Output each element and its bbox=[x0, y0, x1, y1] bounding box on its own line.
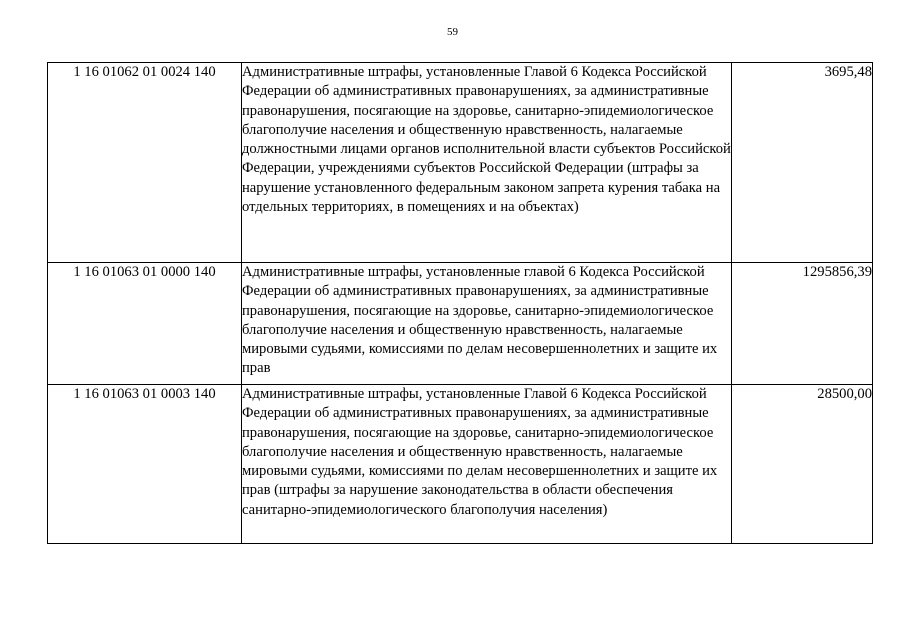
revenue-amount: 3695,48 bbox=[732, 63, 873, 263]
revenue-amount: 28500,00 bbox=[732, 385, 873, 544]
page-number: 59 bbox=[447, 26, 458, 38]
budget-classification-code: 1 16 01063 01 0003 140 bbox=[48, 385, 242, 544]
budget-classification-code: 1 16 01063 01 0000 140 bbox=[48, 263, 242, 385]
revenue-amount: 1295856,39 bbox=[732, 263, 873, 385]
revenue-description: Административные штрафы, установленные главой 6 Кодекса Российской Федерации об административных правонарушениях, за административные правонарушения, посягающие на здоровье, санитарно-эпидемиологическое благополучие населения и общественную нравственность, налагаемые мировыми судьями, комиссиями по делам несовершеннолетних и защите их прав bbox=[242, 263, 732, 385]
revenue-description: Административные штрафы, установленные Главой 6 Кодекса Российской Федерации об административных правонарушениях, за административные правонарушения, посягающие на здоровье, санитарно-эпидемиологическое благополучие населения и общественную нравственность, налагаемые мировыми судьями, комиссиями по делам несовершеннолетних и защите их прав (штрафы за нарушение законодательства в области обеспечения санитарно-эпидемиологического благополучия населения) bbox=[242, 385, 732, 544]
revenue-description: Административные штрафы, установленные Главой 6 Кодекса Российской Федерации об административных правонарушениях, за административные правонарушения, посягающие на здоровье, санитарно-эпидемиологическое благополучие населения и общественную нравственность, налагаемые должностными лицами органов исполнительной власти субъектов Российской Федерации, учреждениями субъектов Российской Федерации (штрафы за нарушение установленного федеральным законом запрета курения табака на отдельных территориях, в помещениях и на объектах) bbox=[242, 63, 732, 263]
table-row bbox=[48, 63, 873, 263]
table-row bbox=[48, 385, 873, 544]
table-row bbox=[48, 263, 873, 385]
budget-revenue-table bbox=[47, 62, 873, 544]
budget-classification-code: 1 16 01062 01 0024 140 bbox=[48, 63, 242, 263]
